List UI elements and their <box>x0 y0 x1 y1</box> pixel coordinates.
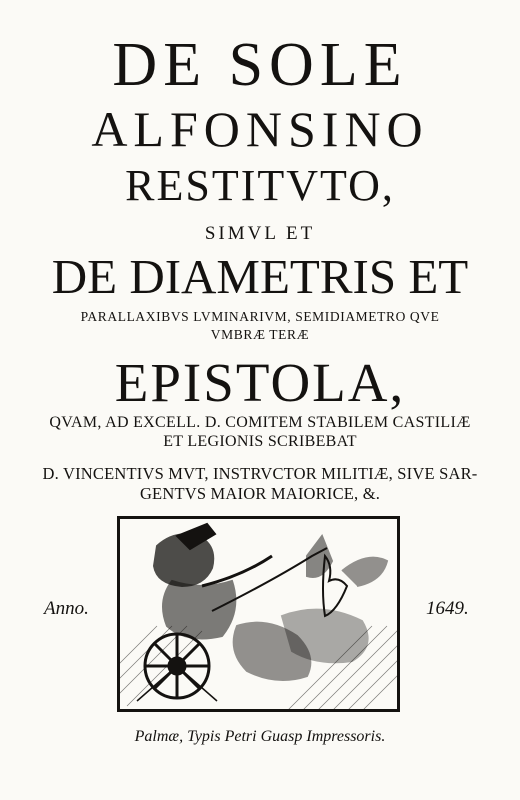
author-line-1: D. VINCENTIVS MVT, INSTRVCTOR MILITIÆ, SIVE SAR- <box>42 464 478 483</box>
subtitle-line-1: PARALLAXIBVS LVMINARIVM, SEMIDIAMETRO QVE <box>80 309 440 324</box>
woodcut-illustration <box>117 516 400 712</box>
title-line-2: ALFONSINO <box>91 101 429 157</box>
title-line-1: DE SOLE <box>112 31 408 99</box>
title-line-4: DE DIAMETRIS ET <box>51 249 469 304</box>
connector-text: SIMVL ET <box>204 223 316 244</box>
genre-heading: EPISTOLA, <box>114 352 406 413</box>
imprint-line: Palmæ, Typis Petri Guasp Impressoris. <box>134 728 386 745</box>
subtitle-line-2: VMBRÆ TERÆ <box>210 327 310 342</box>
dedication-line-2: ET LEGIONIS SCRIBEBAT <box>163 433 357 450</box>
publication-year: 1649. <box>426 598 469 619</box>
title-line-3: RESTITVTO, <box>125 161 395 210</box>
author-line-2: GENTVS MAIOR MAIORICE, &. <box>139 484 381 503</box>
anno-label: Anno. <box>44 598 89 619</box>
dedication-line-1: QVAM, AD EXCELL. D. COMITEM STABILEM CASTILIÆ <box>49 414 471 431</box>
